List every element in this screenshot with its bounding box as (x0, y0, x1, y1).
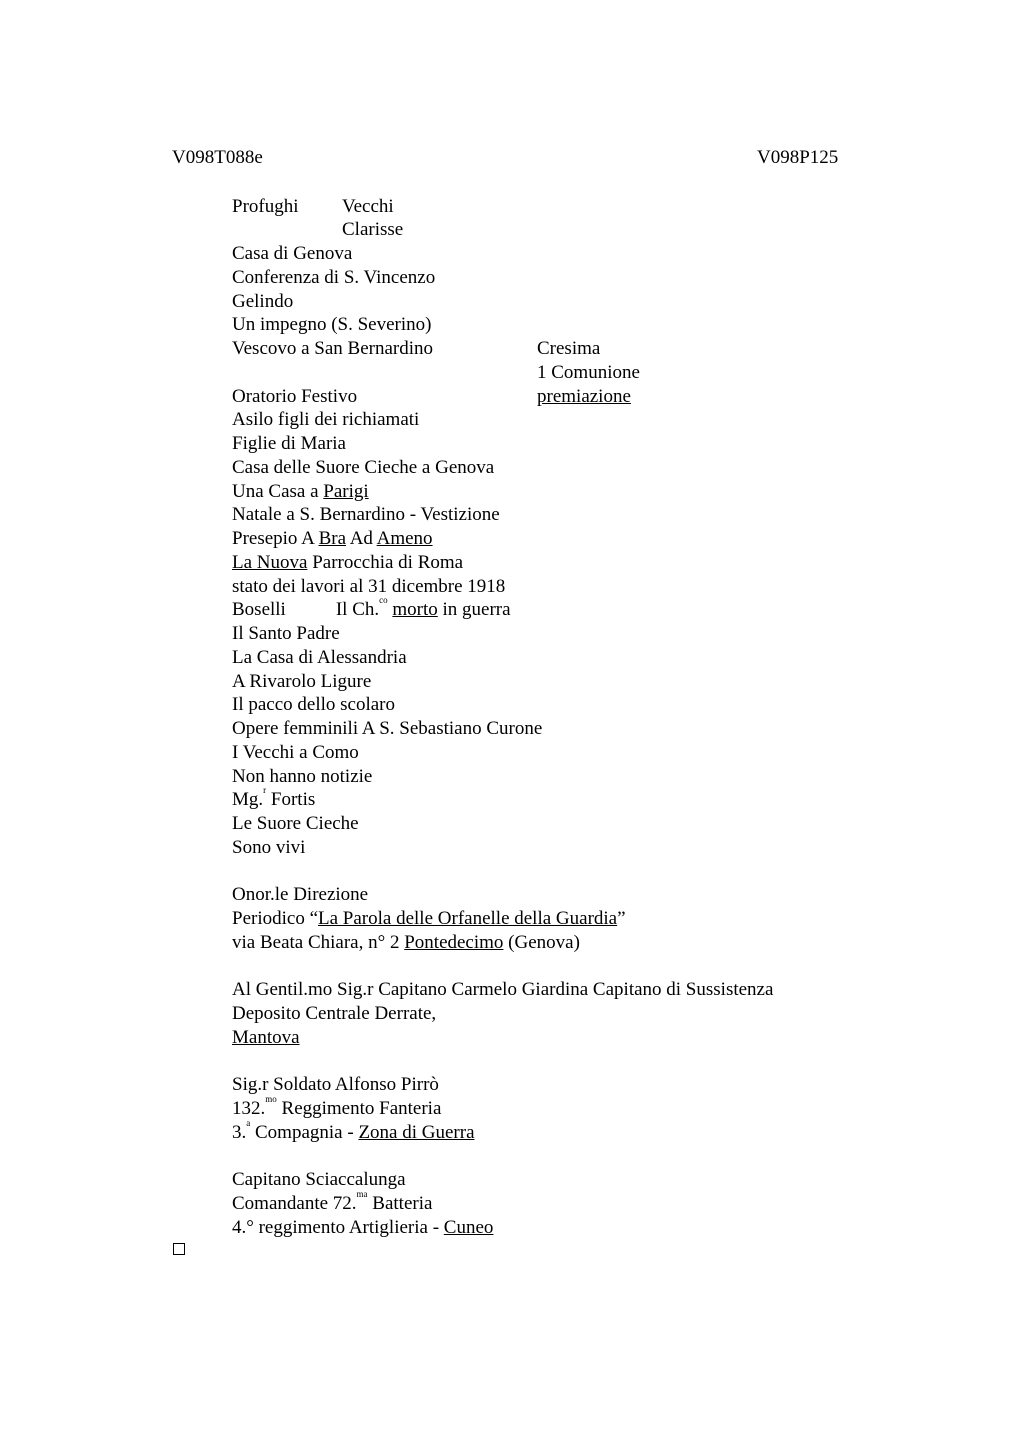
address-line (232, 1189, 433, 1216)
list-item (232, 785, 316, 812)
text-segment: Mg. (232, 789, 264, 810)
text-segment: 4.° reggimento Artiglieria - (232, 1217, 444, 1238)
text-segment: 132. (232, 1098, 266, 1119)
document-code-left: V098T088e (172, 147, 263, 168)
text-segment: Ad (346, 528, 377, 549)
text-segment (335, 595, 511, 622)
list-item: Non hanno notizie (232, 766, 373, 787)
list-item: Il Santo Padre (232, 623, 340, 644)
list-item-clarisse: Clarisse (342, 219, 404, 240)
underlined-text: Ameno (376, 528, 433, 549)
text-segment: Presepio A (232, 528, 319, 549)
superscript: a (246, 1118, 251, 1128)
underlined-text: morto (392, 599, 438, 620)
address-line: Mantova (232, 1027, 300, 1048)
list-item-oratorio: Oratorio Festivo (232, 386, 358, 407)
underlined-text: Pontedecimo (404, 932, 504, 953)
text-segment: Periodico “ (232, 908, 319, 929)
text-segment: Batteria (367, 1193, 433, 1214)
list-item: Gelindo (232, 291, 294, 312)
checkbox-square-icon (173, 1243, 185, 1255)
list-item-cresima: Cresima (537, 338, 601, 359)
address-line (232, 1094, 442, 1121)
superscript: mo (265, 1094, 277, 1104)
list-item: stato dei lavori al 31 dicembre 1918 (232, 576, 506, 597)
list-item (232, 480, 369, 504)
text-segment: Parrocchia di Roma (307, 552, 464, 573)
underlined-text: La Parola delle Orfanelle della Guardia (318, 908, 618, 929)
underlined-text: Bra (318, 528, 346, 549)
text-segment: Una Casa a (232, 481, 324, 502)
list-item (232, 551, 463, 575)
list-item-vescovo: Vescovo a San Bernardino (232, 338, 434, 359)
address-line (232, 1216, 493, 1240)
list-item (232, 527, 433, 551)
text-segment: Fortis (266, 789, 316, 810)
list-item: Opere femminili A S. Sebastiano Curone (232, 718, 543, 739)
list-item: Casa delle Suore Cieche a Genova (232, 457, 495, 478)
list-item: Casa di Genova (232, 243, 353, 264)
text-segment: via Beata Chiara, n° 2 (232, 932, 405, 953)
list-item-comunione: 1 Comunione (537, 362, 640, 383)
text-segment: ” (617, 908, 626, 929)
address-line: Deposito Centrale Derrate, (232, 1003, 437, 1024)
address-line: Al Gentil.mo Sig.r Capitano Carmelo Giardina Capitano di Sussistenza (232, 979, 774, 1000)
text-segment: Il Ch. (335, 599, 380, 620)
superscript: ma (356, 1189, 368, 1199)
list-item: A Rivarolo Ligure (232, 671, 372, 692)
text-segment: Compagnia - (250, 1122, 359, 1143)
list-item-profughi: Profughi (232, 196, 299, 217)
underlined-text: La Nuova (232, 552, 308, 573)
underlined-text: Zona di Guerra (358, 1122, 475, 1143)
superscript: co (379, 595, 388, 605)
text-segment: (Genova) (503, 932, 580, 953)
list-item: La Casa di Alessandria (232, 647, 407, 668)
address-line (232, 1118, 475, 1145)
list-item: Un impegno (S. Severino) (232, 314, 432, 335)
list-item: Natale a S. Bernardino - Vestizione (232, 504, 500, 525)
list-item-vecchi: Vecchi (342, 196, 394, 217)
underlined-text: Parigi (323, 481, 369, 502)
list-item (232, 595, 511, 622)
document-code-right: V098P125 (757, 147, 839, 168)
list-item-premiazione: premiazione (537, 386, 631, 407)
list-item: Sono vivi (232, 837, 306, 858)
text-segment: in guerra (437, 599, 511, 620)
underlined-text: Cuneo (443, 1217, 494, 1238)
list-item: Conferenza di S. Vincenzo (232, 267, 436, 288)
address-line (232, 907, 626, 931)
address-line: Onor.le Direzione (232, 884, 369, 905)
list-item: Asilo figli dei richiamati (232, 409, 420, 430)
address-line (232, 931, 580, 955)
list-item: I Vecchi a Como (232, 742, 359, 763)
text-segment: Comandante 72. (232, 1193, 357, 1214)
text-segment: Reggimento Fanteria (276, 1098, 442, 1119)
address-line: Capitano Sciaccalunga (232, 1169, 406, 1190)
list-item: Figlie di Maria (232, 433, 346, 454)
address-line: Sig.r Soldato Alfonso Pirrò (232, 1074, 439, 1095)
list-item: Le Suore Cieche (232, 813, 359, 834)
list-item: Il pacco dello scolaro (232, 694, 396, 715)
text-segment: 3. (232, 1122, 247, 1143)
superscript: r (263, 785, 267, 795)
text-segment: Boselli (232, 599, 286, 620)
